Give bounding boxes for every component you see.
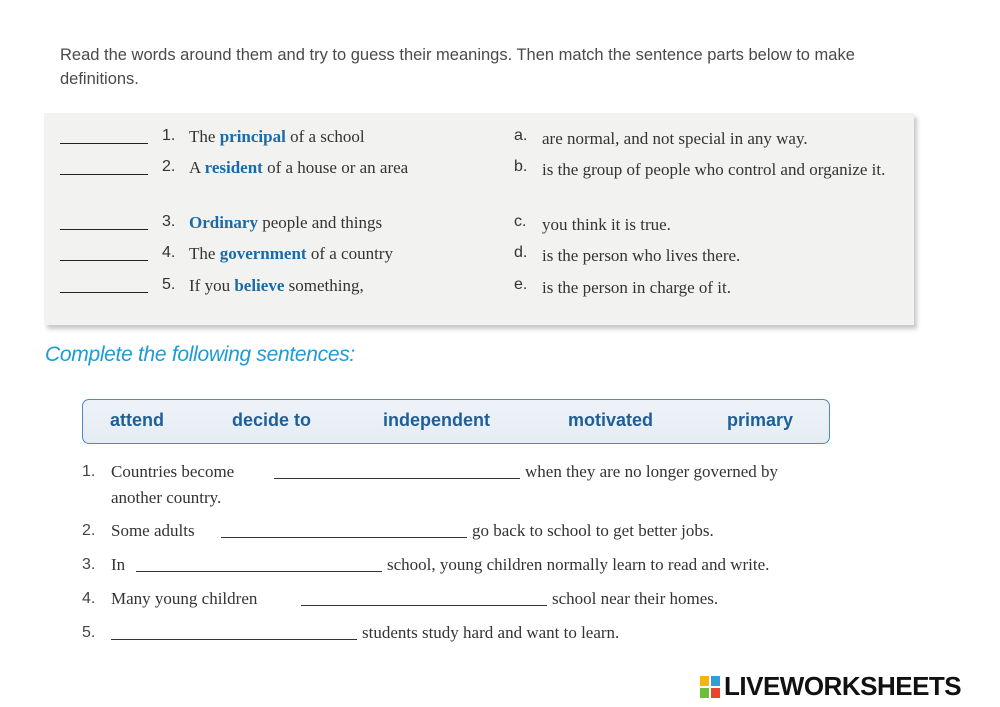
keyword: resident [204,158,263,177]
word-bank [82,399,830,444]
keyword: principal [219,127,286,146]
definition-letter: e. [514,276,528,293]
word-bank-item: decide to [232,410,312,430]
sentence-before: Some adults [111,521,195,540]
sentence-continuation: another country. [111,488,222,507]
sentence-number: 5. [82,624,96,641]
word-bank-item: motivated [568,410,654,430]
definition-letter: a. [514,127,528,144]
item-number: 5. [162,276,176,293]
definition-letter: b. [514,158,528,175]
logo-mark-icon [700,676,720,698]
definition-text: is the person in charge of it. [542,278,732,297]
fill-in-blank-4[interactable] [301,605,547,606]
matching-row [44,127,914,157]
definition-text: is the group of people who control and organize it. [542,160,886,179]
logo-text: LIVEWORKSHEETS [724,671,962,701]
answer-blank-2[interactable] [60,174,148,175]
fill-in-blank-2[interactable] [221,537,467,538]
keyword: Ordinary [189,213,258,232]
definition-text: is the person who lives there. [542,246,741,265]
item-number: 3. [162,213,176,230]
matching-row [44,213,914,243]
answer-blank-1[interactable] [60,143,148,144]
sentence-after: students study hard and want to learn. [362,623,620,642]
matching-row [44,158,914,188]
sentence-start: The principal of a school [189,127,365,146]
sentence-before: Countries become [111,462,235,481]
logo-square-icon [711,688,720,698]
sentence-after: school near their homes. [552,589,719,608]
matching-exercise-box [44,113,914,325]
instructions-text: Read the words around them and try to guess their meanings. Then match the sentence parts below to make definitions. [60,46,855,88]
sentence-after: when they are no longer governed by [525,462,779,481]
fill-in-blank-5[interactable] [111,639,357,640]
keyword: government [219,244,307,263]
keyword: believe [234,276,285,295]
definition-text: are normal, and not special in any way. [542,129,808,148]
sentence-number: 3. [82,556,96,573]
sentence-start: Ordinary people and things [189,213,383,232]
item-number: 1. [162,127,176,144]
logo-square-icon [700,676,709,686]
sentence-after: school, young children normally learn to read and write. [387,555,770,574]
sentence-before: Many young children [111,589,258,608]
section-heading: Complete the following sentences: [45,343,355,366]
word-bank-item: attend [110,410,164,430]
definition-letter: c. [514,213,527,230]
sentence-before: In [111,555,126,574]
fill-in-blank-3[interactable] [136,571,382,572]
answer-blank-5[interactable] [60,292,148,293]
sentence-start: If you believe something, [189,276,364,295]
sentence-after: go back to school to get better jobs. [472,521,714,540]
sentence-start: The government of a country [189,244,393,263]
definition-text: you think it is true. [542,215,671,234]
sentence-start: A resident of a house or an area [189,158,409,177]
sentence-number: 1. [82,463,96,480]
logo-square-icon [700,688,709,698]
answer-blank-4[interactable] [60,260,148,261]
word-bank-item: independent [383,410,490,430]
fill-in-blank-1[interactable] [274,478,520,479]
item-number: 4. [162,244,176,261]
item-number: 2. [162,158,176,175]
logo-square-icon [711,676,720,686]
answer-blank-3[interactable] [60,229,148,230]
definition-letter: d. [514,244,528,261]
word-bank-item: primary [727,410,794,430]
sentence-number: 2. [82,522,96,539]
matching-row [44,276,914,306]
sentence-number: 4. [82,590,96,607]
matching-row [44,244,914,274]
